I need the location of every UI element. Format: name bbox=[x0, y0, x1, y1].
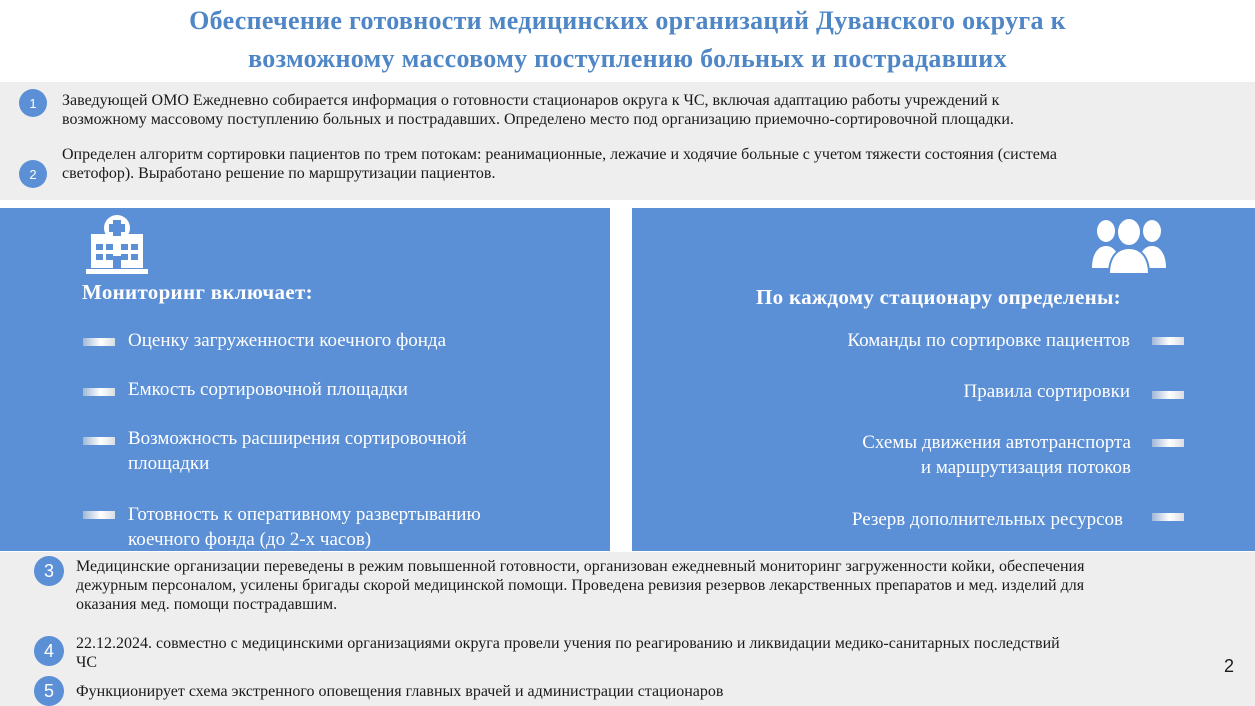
definitions-item-3-line-2: и маршрутизация потоков bbox=[920, 457, 1131, 478]
people-icon bbox=[1092, 216, 1166, 274]
bottom-item-3-text bbox=[76, 557, 1241, 614]
monitoring-panel bbox=[0, 208, 610, 551]
definitions-heading: По каждому стационару определены: bbox=[756, 285, 1121, 309]
top-item-1-line-1: Заведующей ОМО Ежедневно собирается информация о готовности стационаров округа к ЧС, включая адаптацию работы учреждений к bbox=[62, 92, 1000, 109]
page-title-line-2: возможному массовому поступлению больных и пострадавших bbox=[248, 44, 1007, 73]
monitoring-item-1-line-1: Оценку загруженности коечного фонда bbox=[128, 330, 447, 351]
page-number: 2 bbox=[1224, 656, 1235, 676]
definitions-item-1 bbox=[847, 328, 1130, 353]
bullet-dash bbox=[83, 437, 115, 445]
definitions-item-2 bbox=[964, 379, 1130, 404]
definitions-item-2-line-1: Правила сортировки bbox=[963, 381, 1130, 402]
monitoring-item-2-line-1: Емкость сортировочной площадки bbox=[128, 379, 408, 400]
item-number-2: 2 bbox=[19, 160, 47, 188]
bullet-dash bbox=[1152, 337, 1184, 345]
monitoring-item-3 bbox=[128, 426, 467, 476]
definitions-item-3-line-1: Схемы движения автотранспорта bbox=[862, 432, 1131, 453]
monitoring-item-4 bbox=[128, 502, 481, 552]
bottom-item-3-line-2: дежурным персоналом, усилены бригады скорой медицинской помощи. Проведена ревизия резервов лекарственных препаратов и мед. изделий для bbox=[76, 577, 1085, 594]
top-item-1-line-2: возможному массовому поступлению больных и пострадавших. Определено место под организацию приемочно-сортировочной площадки. bbox=[62, 111, 1014, 128]
bottom-item-4-text bbox=[76, 634, 1241, 672]
monitoring-heading: Мониторинг включает: bbox=[82, 280, 313, 304]
definitions-item-1-line-1: Команды по сортировке пациентов bbox=[847, 330, 1130, 351]
bullet-dash bbox=[1152, 439, 1184, 447]
bottom-item-5-text bbox=[76, 682, 1241, 701]
bottom-item-5-line-1: Функционирует схема экстренного оповещения главных врачей и администрации стационаров bbox=[76, 683, 724, 700]
bullet-dash bbox=[1152, 513, 1184, 521]
bottom-item-3-line-3: оказания мед. помощи пострадавшим. bbox=[76, 596, 338, 613]
monitoring-item-2 bbox=[128, 377, 408, 402]
hospital-definitions-panel bbox=[632, 208, 1255, 551]
definitions-item-4 bbox=[852, 507, 1123, 532]
bullet-dash bbox=[83, 511, 115, 519]
bottom-item-4-line-1: 22.12.2024. совместно с медицинскими организациями округа провели учения по реагированию и ликвидации медико-санитарных последствий bbox=[76, 635, 1060, 652]
page-title-line-1: Обеспечение готовности медицинских организаций Дуванского округа к bbox=[189, 6, 1066, 35]
top-item-1-text bbox=[62, 91, 1242, 129]
top-item-2-line-1: Определен алгоритм сортировки пациентов по трем потокам: реанимационные, лежачие и ходячие больные с учетом тяжести состояния (система bbox=[62, 146, 1058, 163]
page-title bbox=[0, 2, 1255, 78]
item-number-5: 5 bbox=[34, 676, 64, 706]
bottom-item-4-line-2: ЧС bbox=[76, 654, 98, 671]
monitoring-item-3-line-2: площадки bbox=[128, 453, 210, 474]
hospital-icon bbox=[86, 212, 148, 274]
monitoring-item-3-line-1: Возможность расширения сортировочной bbox=[128, 428, 467, 449]
item-number-1: 1 bbox=[19, 89, 47, 117]
definitions-item-3 bbox=[862, 430, 1131, 480]
bullet-dash bbox=[83, 388, 115, 396]
item-number-4: 4 bbox=[34, 636, 64, 666]
bottom-item-3-line-1: Медицинские организации переведены в режим повышенной готовности, организован ежедневный мониторинг загруженности койки, обеспечения bbox=[76, 558, 1085, 575]
monitoring-item-4-line-1: Готовность к оперативному развертыванию bbox=[128, 504, 481, 525]
monitoring-item-4-line-2: коечного фонда (до 2-х часов) bbox=[128, 529, 372, 550]
bullet-dash bbox=[83, 338, 115, 346]
top-item-2-line-2: светофор). Выработано решение по маршрутизации пациентов. bbox=[62, 165, 496, 182]
monitoring-item-1 bbox=[128, 328, 446, 353]
definitions-item-4-line-1: Резерв дополнительных ресурсов bbox=[851, 509, 1123, 530]
top-item-2-text bbox=[62, 145, 1242, 183]
bullet-dash bbox=[1152, 391, 1184, 399]
item-number-3: 3 bbox=[34, 556, 64, 586]
